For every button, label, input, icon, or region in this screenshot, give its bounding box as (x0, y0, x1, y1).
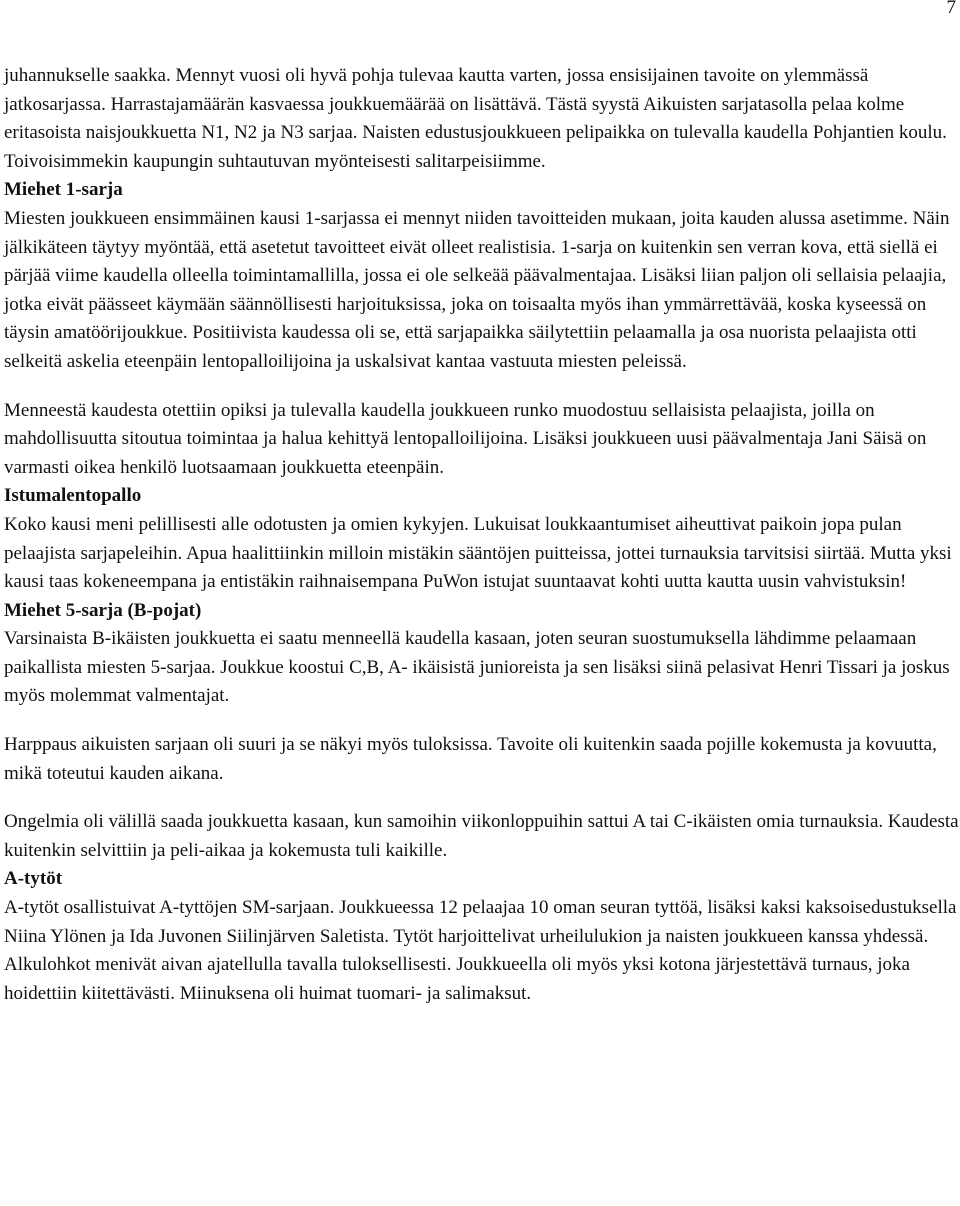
heading-miehet-1-sarja: Miehet 1-sarja (4, 179, 123, 201)
intro-paragraph: juhannukselle saakka. Mennyt vuosi oli hyvä pohja tulevaa kautta varten, jossa ensisijainen tavoite on ylemmässä jatkosarjassa. Harrastajamäärän kasvaessa joukkuemäärää on lisättävä. Tästä syystä Aikuisten sarjatasolla pelaa kolme eritasoista naisjoukkuetta N1, N2 ja N3 sarjaa. Naisten edustusjoukkueen pelipaikka on tulevalla kaudella Pohjantien koulu. Toivoisimmekin kaupungin suhtautuvan myönteisesti salitarpeisiimme. (4, 65, 947, 172)
heading-miehet-5-sarja: Miehet 5-sarja (B-pojat) (4, 599, 202, 621)
miehet5-paragraph-2: Harppaus aikuisten sarjaan oli suuri ja se näkyi myös tuloksissa. Tavoite oli kuitenkin saada pojille kokemusta ja kovuutta, mikä toteutui kauden aikana. (4, 734, 937, 784)
miehet1-paragraph-1: Miesten joukkueen ensimmäinen kausi 1-sarjassa ei mennyt niiden tavoitteiden mukaan, joita kauden alussa asetimme. Näin jälkikäteen täytyy myöntää, että asetetut tavoitteet eivät olleet realistisia. 1-sarja on kuitenkin sen verran kova, että siellä ei pärjää viime kaudella olleella toimintamallilla, jossa ei ole selkeää päävalmentajaa. Lisäksi liian paljon oli sellaisia pelaajia, jotka eivät päässeet käymään säännöllisesti harjoituksissa, joka on toisaalta myös ihan ymmärrettävää, koska kyseessä on täysin amatöörijoukkue. Positiivista kaudessa oli se, että sarjapaikka säilytettiin pelaamalla ja osa nuorista pelaajista otti selkeitä askelia eteenpäin lentopalloilijoina ja uskalsivat kantaa vastuuta miesten peleissä. (4, 207, 950, 372)
miehet5-paragraph-3: Ongelmia oli välillä saada joukkuetta kasaan, kun samoihin viikonloppuihin sattui A tai C-ikäisten omia turnauksia. Kaudesta kuitenkin selvittiin ja peli-aikaa ja kokemusta tuli kaikille. (4, 811, 959, 861)
heading-istumalentopallo: Istumalentopallo (4, 485, 142, 507)
miehet1-paragraph-2: Menneestä kaudesta otettiin opiksi ja tulevalla kaudella joukkueen runko muodostuu sellaisista pelaajista, joilla on mahdollisuutta sitoutua toimintaa ja halua kehittyä lentopalloilijoina. Lisäksi joukkueen uusi päävalmentaja Jani Säisä on varmasti oikea henkilö luotsaamaan joukkuetta eteenpäin. (4, 399, 927, 478)
atytot-paragraph-1: A-tytöt osallistuivat A-tyttöjen SM-sarjaan. Joukkueessa 12 pelaajaa 10 oman seuran tyttöä, lisäksi kaksi kaksoisedustuksella Niina Ylönen ja Ida Juvonen Siilinjärven Saletista. Tytöt harjoittelivat urheilulukion ja naisten joukkueen kanssa yhdessä. Alkulohkot menivät aivan ajatellulla tavalla tuloksellisesti. Joukkueella oli myös yksi kotona järjestettävä turnaus, joka hoidettiin kiitettävästi. Miinuksena oli huimat tuomari- ja salimaksut. (4, 897, 957, 1004)
heading-a-tytot: A-tytöt (4, 868, 63, 890)
document-body (4, 62, 960, 1008)
miehet5-paragraph-1: Varsinaista B-ikäisten joukkuetta ei saatu menneellä kaudella kasaan, joten seuran suostumuksella lähdimme pelaamaan paikallista miesten 5-sarjaa. Joukkue koostui C,B, A- ikäisistä junioreista ja sen lisäksi siinä pelasivat Henri Tissari ja joskus myös molemmat valmentajat. (4, 628, 950, 707)
page-number: 7 (946, 0, 956, 18)
istuma-paragraph-1: Koko kausi meni pelillisesti alle odotusten ja omien kykyjen. Lukuisat loukkaantumiset aiheuttivat paikoin jopa pulan pelaajista sarjapeleihin. Apua haalittiinkin milloin mistäkin sääntöjen puitteissa, jottei turnauksia tarvitsisi siirtää. Mutta yksi kausi taas kokeneempana ja entistäkin raihnaisempana PuWon istujat suuntaavat kohti uutta kautta uusin vahvistuksin! (4, 513, 952, 593)
